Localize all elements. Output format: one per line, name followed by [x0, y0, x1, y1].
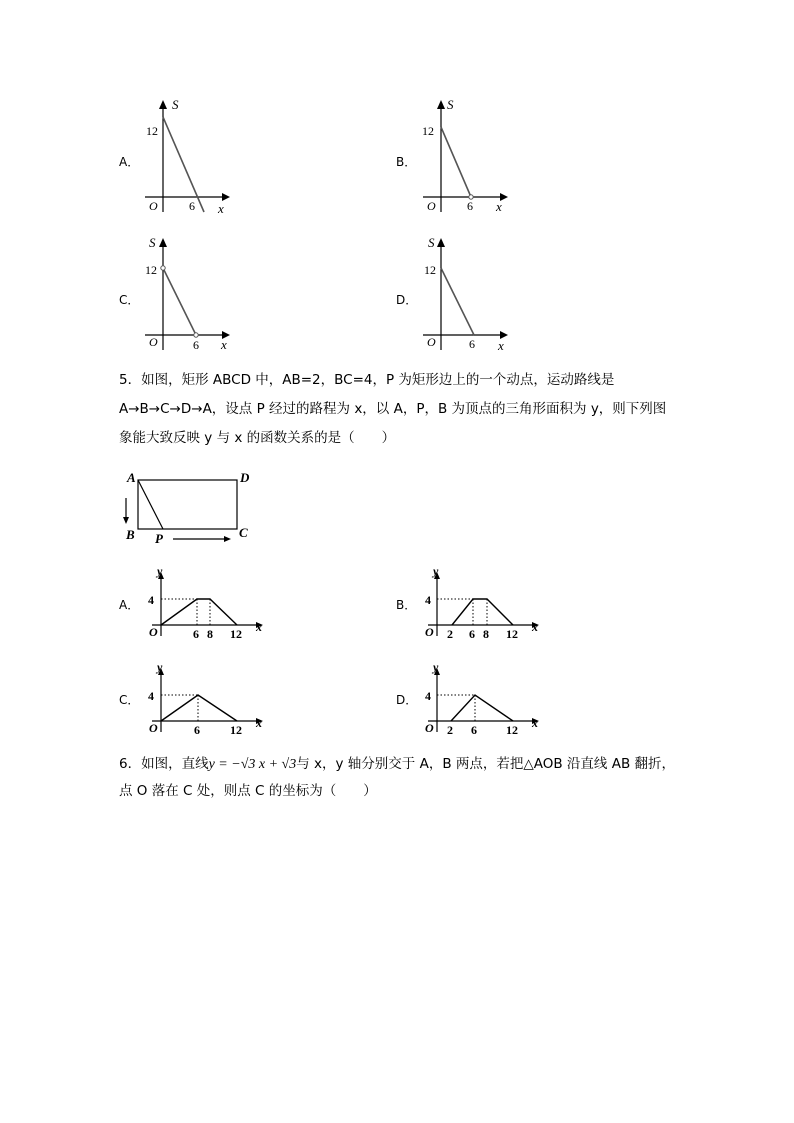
- y-axis-label: y: [157, 564, 163, 578]
- x-tick: 2: [447, 723, 453, 737]
- graph-line: [441, 127, 471, 197]
- x-tick: 6: [471, 723, 477, 737]
- q6-equation: y = −√3 x + √3: [208, 757, 297, 772]
- origin-label: O: [149, 335, 158, 349]
- y-axis-label: S: [149, 235, 156, 250]
- origin-label: O: [149, 625, 158, 639]
- point-p: P: [155, 531, 163, 546]
- x-tick: 12: [506, 627, 518, 641]
- x-tick: 6: [469, 627, 475, 641]
- x-axis-label: x: [221, 337, 227, 352]
- q6-suffix: 与 x，y 轴分别交于 A，B 两点，若把△AOB 沿直线 AB 翻折，: [296, 756, 676, 772]
- graph-line: [163, 268, 196, 335]
- graph-line: [451, 695, 513, 721]
- q5-line-1: 5．如图，矩形 ABCD 中，AB=2，BC=4，P 为矩形边上的一个动点，运动路线是: [119, 372, 615, 388]
- q4-graph-a: [140, 92, 250, 217]
- q5-option-b-label: B．: [396, 598, 417, 612]
- rectangle-abcd: [138, 480, 237, 529]
- q5-rectangle-figure: [118, 466, 258, 548]
- q6-line-2: 点 O 落在 C 处，则点 C 的坐标为（ ）: [119, 783, 377, 799]
- x-tick: 6: [469, 337, 475, 351]
- y-axis-label: y: [433, 564, 439, 578]
- y-tick: 12: [424, 263, 436, 277]
- q6-line-1: [119, 750, 675, 779]
- origin-label: O: [427, 199, 436, 213]
- vertex-b: B: [126, 527, 135, 542]
- x-tick: 12: [230, 627, 242, 641]
- q6-prefix: 6．如图，直线: [119, 756, 209, 772]
- q5-graph-d: [418, 660, 548, 740]
- q4-graph-d: [418, 230, 528, 355]
- y-tick: 12: [145, 263, 157, 277]
- down-arrow: [123, 517, 129, 524]
- vertex-d: D: [240, 470, 250, 485]
- segment-ap: [138, 480, 163, 529]
- graph-line: [161, 599, 237, 625]
- x-tick: 6: [189, 199, 195, 213]
- y-tick: 4: [148, 689, 154, 703]
- option-c-label: C．: [119, 293, 140, 307]
- y-axis-label: y: [433, 660, 439, 674]
- y-tick: 4: [425, 689, 431, 703]
- graph-line: [452, 599, 513, 625]
- y-axis-label: S: [428, 235, 435, 250]
- x-tick: 6: [193, 338, 199, 352]
- vertex-a: A: [127, 470, 136, 485]
- q4-graph-b: [418, 92, 528, 217]
- x-axis-label: x: [218, 201, 224, 216]
- x-tick: 6: [193, 627, 199, 641]
- x-tick: 8: [483, 627, 489, 641]
- q5-graph-b: [418, 564, 548, 644]
- x-axis-label: x: [532, 620, 538, 634]
- y-tick: 4: [425, 593, 431, 607]
- option-d-label: D．: [396, 293, 418, 307]
- origin-label: O: [425, 625, 434, 639]
- open-endpoint: [161, 266, 165, 270]
- x-axis-label: x: [256, 620, 262, 634]
- q5-option-a-label: A．: [119, 598, 140, 612]
- y-tick: 4: [148, 593, 154, 607]
- q5-graph-a: [142, 564, 272, 644]
- origin-label: O: [427, 335, 436, 349]
- x-tick: 12: [506, 723, 518, 737]
- x-tick: 2: [447, 627, 453, 641]
- x-tick: 6: [467, 199, 473, 213]
- origin-label: O: [149, 721, 158, 735]
- graph-line: [161, 695, 237, 721]
- x-tick: 12: [230, 723, 242, 737]
- q4-graph-c: [140, 230, 250, 355]
- q5-line-2: A→B→C→D→A，设点 P 经过的路程为 x，以 A，P，B 为顶点的三角形面积为 y，则下列图: [119, 401, 667, 417]
- x-tick: 8: [207, 627, 213, 641]
- q5-line-3: 象能大致反映 y 与 x 的函数关系的是（ ）: [119, 430, 396, 446]
- origin-label: O: [149, 199, 158, 213]
- x-axis-label: x: [498, 338, 504, 353]
- x-axis-label: x: [256, 716, 262, 730]
- y-tick: 12: [146, 124, 158, 138]
- x-axis-label: x: [532, 716, 538, 730]
- x-tick: 6: [194, 723, 200, 737]
- origin-label: O: [425, 721, 434, 735]
- option-a-label: A．: [119, 155, 140, 169]
- q5-option-d-label: D．: [396, 693, 418, 707]
- right-arrow: [224, 536, 231, 542]
- graph-line: [163, 117, 204, 212]
- q5-option-c-label: C．: [119, 693, 140, 707]
- open-endpoint: [194, 333, 198, 337]
- y-axis-label: S: [447, 97, 454, 112]
- y-axis-label: y: [157, 660, 163, 674]
- y-tick: 12: [422, 124, 434, 138]
- x-axis-label: x: [496, 199, 502, 214]
- y-axis-label: S: [172, 97, 179, 112]
- q5-graph-c: [142, 660, 272, 740]
- option-b-label: B．: [396, 155, 417, 169]
- vertex-c: C: [239, 525, 248, 540]
- graph-line: [441, 268, 474, 335]
